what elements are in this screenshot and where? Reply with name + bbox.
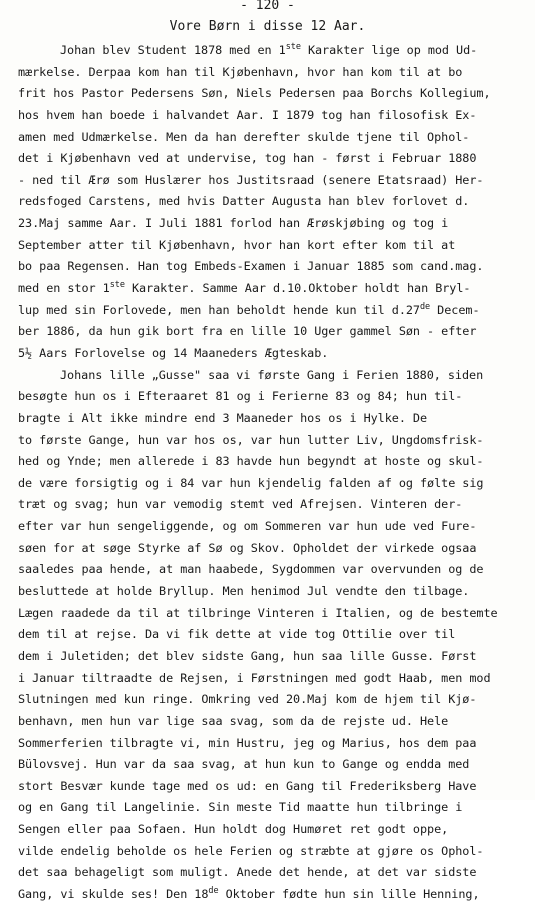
line-text: Johans lille „Gusse" saa vi første Gang i Ferien 1880, siden xyxy=(60,367,484,382)
line-text: 23.Maj samme Aar. I Juli 1881 forlod han Ærøskjøbing og tog i xyxy=(18,216,449,231)
line-text: Lægen raadede da til at tilbringe Vinteren i Italien, og de bestemte xyxy=(18,605,498,620)
text-line xyxy=(0,603,535,625)
text-line xyxy=(0,235,535,257)
text-line xyxy=(0,819,535,841)
line-text: September atter til Kjøbenhavn, hvor han kort efter kom til at xyxy=(18,237,456,252)
line-text: Johan blev Student 1878 med en 1 xyxy=(60,43,286,57)
text-line xyxy=(0,62,535,84)
line-text: 5½ Aars Forlovelse og 14 Maaneders Ægteskab. xyxy=(18,345,329,360)
text-line xyxy=(0,494,535,516)
text-line xyxy=(0,646,535,668)
text-line xyxy=(0,300,535,322)
line-text: Sengen eller paa Sofaen. Hun holdt dog Humøret ret godt oppe, xyxy=(18,822,449,837)
line-text: ber 1886, da hun gik bort fra en lille 10 Uger gammel Søn - efter xyxy=(18,324,477,339)
line-text: dem til at rejse. Da vi fik dette at vide tog Ottilie over til xyxy=(18,627,456,642)
line-text: Bülovsvej. Hun var da saa svag, at hun kun to Gange og endda med xyxy=(18,757,470,772)
text-line xyxy=(0,386,535,408)
line-text: Karakter. Samme Aar d.10.Oktober holdt han Bryl- xyxy=(124,281,471,296)
text-line xyxy=(0,213,535,235)
text-line xyxy=(0,127,535,149)
line-text: - ned til Ærø som Huslærer hos Justitsraad (senere Etatsraad) Her- xyxy=(18,172,484,187)
text-line xyxy=(0,862,535,884)
text-line xyxy=(0,365,535,387)
text-line xyxy=(0,83,535,105)
text-line xyxy=(0,559,535,581)
text-line xyxy=(0,841,535,863)
text-line xyxy=(0,256,535,278)
line-text: søen for at søge Styrke af Sø og Skov. Opholdet der virkede ogsaa xyxy=(18,540,477,555)
line-text: Sommerferien tilbragte vi, min Hustru, jeg og Marius, hos dem paa xyxy=(18,735,477,750)
line-text: dem i Juletiden; det blev sidste Gang, hun saa lille Gusse. Først xyxy=(18,648,477,663)
line-text: vilde endelig beholde os hele Ferien og stræbte at gjøre os Ophol- xyxy=(18,843,484,858)
line-text: i Januar tiltraadte de Rejsen, i Førstningen med godt Haab, men mod xyxy=(18,670,491,685)
line-text: bragte i Alt ikke mindre end 3 Maaneder hos os i Hylke. De xyxy=(18,410,428,425)
text-line xyxy=(0,516,535,538)
text-line xyxy=(0,538,535,560)
text-line xyxy=(0,191,535,213)
text-line xyxy=(0,105,535,127)
text-line xyxy=(0,430,535,452)
line-text: stort Besvær kunde tage med os ud: en Gang til Frederiksberg Have xyxy=(18,778,477,793)
line-text: Karakter lige op mod Ud- xyxy=(300,43,478,57)
text-line xyxy=(0,581,535,603)
line-text: efter var hun sengeliggende, og om Sommeren var hun ude ved Fure- xyxy=(18,519,477,534)
text-line xyxy=(0,170,535,192)
line-text: lup med sin Forlovede, men han beholdt hende kun til d.27 xyxy=(18,302,420,317)
text-line xyxy=(0,40,535,62)
text-line xyxy=(0,473,535,495)
text-line xyxy=(0,321,535,343)
line-text: saaledes paa hende, at man haabede, Sygdommen var overvunden og de xyxy=(18,562,484,577)
line-text: bo paa Regensen. Han tog Embeds-Examen i Januar 1885 som cand.mag. xyxy=(18,259,484,274)
line-text: det i Kjøbenhavn ved at undervise, tog han - først i Februar 1880 xyxy=(18,151,477,166)
line-text: træt og svag; hun var vemodig stemt ved Afrejsen. Vinteren der- xyxy=(18,497,463,512)
superscript-text: de xyxy=(419,301,431,312)
text-line xyxy=(0,408,535,430)
superscript-text: ste xyxy=(109,280,125,291)
text-line xyxy=(0,884,535,906)
line-text: mærkelse. Derpaa kom han til Kjøbenhavn, hvor han kom til at bo xyxy=(18,64,463,79)
line-text: de være forsigtig og i 84 var hun kjendelig falden af og følte sig xyxy=(18,475,484,490)
line-text: redsfoged Carstens, med hvis Datter Augusta han blev forlovet d. xyxy=(18,194,470,209)
text-line xyxy=(0,624,535,646)
line-text: Slutningen med kun ringe. Omkring ved 20.Maj kom de hjem til Kjø- xyxy=(18,692,477,707)
line-text: hos hvem han boede i halvandet Aar. I 1879 tog han filosofisk Ex- xyxy=(18,107,477,122)
superscript-text: ste xyxy=(285,42,301,52)
text-line xyxy=(0,754,535,776)
text-line xyxy=(0,148,535,170)
line-text: det saa behageligt som muligt. Anede det hende, at det var sidste xyxy=(18,865,477,880)
text-line xyxy=(0,668,535,690)
text-line xyxy=(0,451,535,473)
line-text: benhavn, men hun var lige saa svag, som da de rejste ud. Hele xyxy=(18,713,449,728)
page-number: - 120 - xyxy=(240,0,295,13)
body-text xyxy=(0,40,535,906)
line-text: besøgte hun os i Efteraaret 81 og i Ferierne 83 og 84; hun til- xyxy=(18,389,463,404)
line-text: Decem- xyxy=(430,302,480,317)
text-line xyxy=(0,797,535,819)
line-text: to første Gange, hun var hos os, var hun lutter Liv, Ungdomsfrisk- xyxy=(18,432,484,447)
text-line xyxy=(0,689,535,711)
line-text: med en stor 1 xyxy=(18,281,110,296)
text-line xyxy=(0,776,535,798)
text-line xyxy=(0,733,535,755)
text-line xyxy=(0,343,535,365)
line-text: Gang, vi skulde ses! Den 18 xyxy=(18,886,209,901)
line-text: Oktober fødte hun sin lille Henning, xyxy=(218,886,480,901)
line-text: og en Gang til Langelinie. Sin meste Tid maatte hun tilbringe i xyxy=(18,800,463,815)
line-text: frit hos Pastor Pedersens Søn, Niels Pedersen paa Borchs Kollegium, xyxy=(18,86,491,101)
line-text: besluttede at holde Bryllup. Men henimod Jul vendte den tilbage. xyxy=(18,584,470,599)
line-text: hed og Ynde; men allerede i 83 havde hun begyndt at hoste og skul- xyxy=(18,454,484,469)
text-line xyxy=(0,278,535,300)
line-text: amen med Udmærkelse. Men da han derefter skulde tjene til Ophol- xyxy=(18,129,470,144)
section-heading: Vore Børn i disse 12 Aar. xyxy=(169,19,366,34)
superscript-text: de xyxy=(208,885,219,896)
text-line xyxy=(0,711,535,733)
